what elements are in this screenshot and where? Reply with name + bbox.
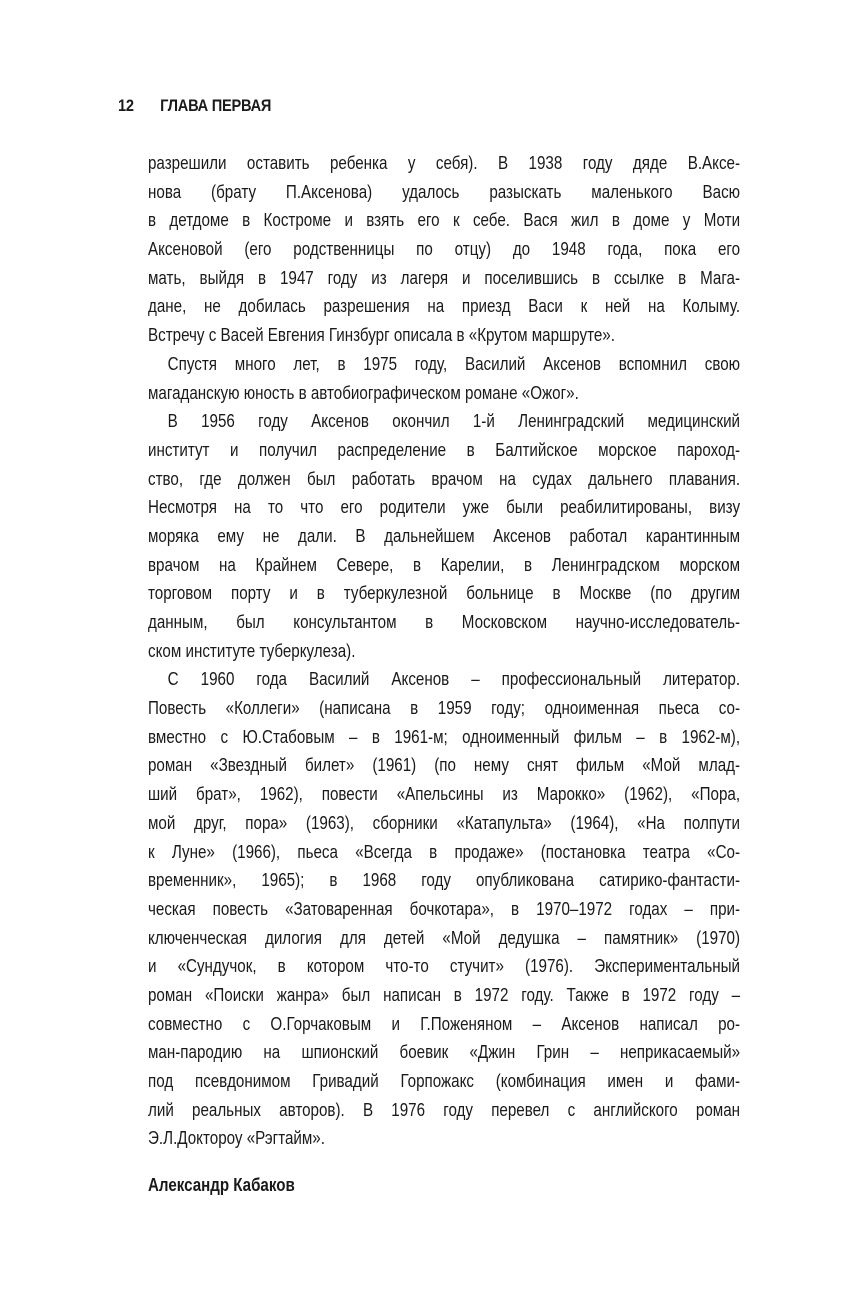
text-line-content: Повесть «Коллеги» (написана в 1959 году; одноименная пьеса со-	[148, 697, 741, 719]
text-line-content: в детдоме в Костроме и взять его к себе. Вася жил в доме у Моти	[148, 209, 741, 231]
paragraph	[148, 407, 740, 665]
text-line-content: моряка ему не дали. В дальнейшем Аксенов работал карантинным	[148, 524, 741, 546]
text-line	[148, 723, 740, 752]
text-line	[148, 1124, 740, 1153]
text-line-content: Аксеновой (его родственницы по отцу) до 1948 года, пока его	[148, 238, 741, 260]
text-line-content: Э.Л.Доктороу «Рэгтайм».	[148, 1127, 325, 1149]
text-line	[148, 1038, 740, 1067]
text-line-content: роман «Поиски жанра» был написан в 1972 году. Также в 1972 году –	[148, 983, 741, 1005]
text-line	[148, 206, 740, 235]
text-line	[148, 235, 740, 264]
paragraph	[148, 350, 740, 407]
text-line-content: лий реальных авторов). В 1976 году перевел с английского роман	[148, 1098, 741, 1120]
text-line	[148, 379, 740, 408]
text-line-content: данным, был консультантом в Московском научно-исследователь-	[148, 611, 741, 632]
text-line	[148, 866, 740, 895]
text-line-content: врачом на Крайнем Севере, в Карелии, в Ленинградском морском	[148, 553, 741, 575]
page-number: 12	[118, 96, 134, 115]
text-line	[148, 1010, 740, 1039]
author-signature: Александр Кабаков	[148, 1175, 295, 1195]
text-line	[148, 637, 740, 666]
text-line	[148, 608, 740, 637]
text-line-content: временник», 1965); в 1968 году опубликована сатирико-фантасти-	[148, 869, 741, 891]
text-line	[148, 149, 740, 178]
text-line-content: ключенческая дилогия для детей «Мой дедушка – памятник» (1970)	[148, 926, 741, 948]
text-line	[148, 924, 740, 953]
text-line	[148, 579, 740, 608]
text-line-content: ство, где должен был работать врачом на судах дальнего плавания.	[148, 467, 741, 489]
text-line	[148, 178, 740, 207]
text-line	[148, 264, 740, 293]
text-line-content: совместно с О.Горчаковым и Г.Поженяном – Аксенов написал ро-	[148, 1012, 741, 1034]
running-header	[118, 96, 271, 116]
text-line	[148, 407, 740, 436]
text-line-content: нова (брату П.Аксенова) удалось разыскать маленького Васю	[148, 180, 741, 202]
text-line	[148, 551, 740, 580]
text-line-content: С 1960 года Василий Аксенов – профессиональный литератор.	[167, 668, 741, 690]
text-line	[148, 952, 740, 981]
text-line-content: и «Сундучок, в котором что-то стучит» (1976). Экспериментальный	[148, 955, 741, 977]
text-line	[148, 522, 740, 551]
body-text	[148, 149, 740, 1153]
text-line	[148, 665, 740, 694]
text-line-content: дане, не добилась разрешения на приезд Васи к ней на Колыму.	[148, 295, 741, 317]
text-line	[148, 1067, 740, 1096]
text-line	[148, 751, 740, 780]
text-line	[148, 292, 740, 321]
text-line-content: институт и получил распределение в Балтийское морское пароход-	[148, 438, 741, 460]
text-line-content: Несмотря на то что его родители уже были реабилитированы, визу	[148, 496, 741, 518]
text-line-content: под псевдонимом Гривадий Горпожакс (комбинация имен и фами-	[148, 1070, 741, 1091]
text-line-content: Спустя много лет, в 1975 году, Василий Аксенов вспомнил свою	[167, 352, 741, 374]
text-line-content: торговом порту и в туберкулезной больнице в Москве (по другим	[148, 582, 741, 604]
text-line-content: магаданскую юность в автобиографическом романе «Ожог».	[148, 381, 579, 403]
text-line-content: вместно с Ю.Стабовым – в 1961-м; одноименный фильм – в 1962-м),	[148, 725, 741, 747]
text-line	[148, 465, 740, 494]
text-line	[148, 981, 740, 1010]
text-line-content: мать, выйдя в 1947 году из лагеря и поселившись в ссылке в Мага-	[148, 266, 741, 288]
paragraph	[148, 665, 740, 1153]
text-line	[148, 493, 740, 522]
text-line-content: ман-пародию на шпионский боевик «Джин Грин – неприкасаемый»	[148, 1041, 741, 1063]
text-line	[148, 780, 740, 809]
chapter-title: ГЛАВА ПЕРВАЯ	[160, 96, 272, 115]
paragraph	[148, 149, 740, 350]
text-line-content: ший брат», 1962), повести «Апельсины из Марокко» (1962), «Пора,	[148, 783, 741, 805]
text-line	[148, 436, 740, 465]
text-line-content: разрешили оставить ребенка у себя). В 1938 году дяде В.Аксе-	[148, 152, 741, 173]
text-line	[148, 809, 740, 838]
text-line	[148, 350, 740, 379]
text-line-content: к Луне» (1966), пьеса «Всегда в продаже» (постановка театра «Со-	[148, 840, 741, 862]
text-line-content: В 1956 году Аксенов окончил 1-й Ленинградский медицинский	[167, 410, 741, 432]
text-line	[148, 895, 740, 924]
text-line	[148, 321, 740, 350]
text-line-content: мой друг, пора» (1963), сборники «Катапульта» (1964), «На полпути	[148, 811, 741, 833]
text-line-content: ском институте туберкулеза).	[148, 639, 356, 661]
text-line-content: ческая повесть «Затоваренная бочкотара», в 1970–1972 годах – при-	[148, 897, 741, 919]
text-line	[148, 694, 740, 723]
text-line	[148, 838, 740, 867]
text-line	[148, 1096, 740, 1125]
text-line-content: роман «Звездный билет» (1961) (по нему снят фильм «Мой млад-	[148, 754, 741, 776]
text-line-content: Встречу с Васей Евгения Гинзбург описала в «Крутом маршруте».	[148, 324, 615, 346]
